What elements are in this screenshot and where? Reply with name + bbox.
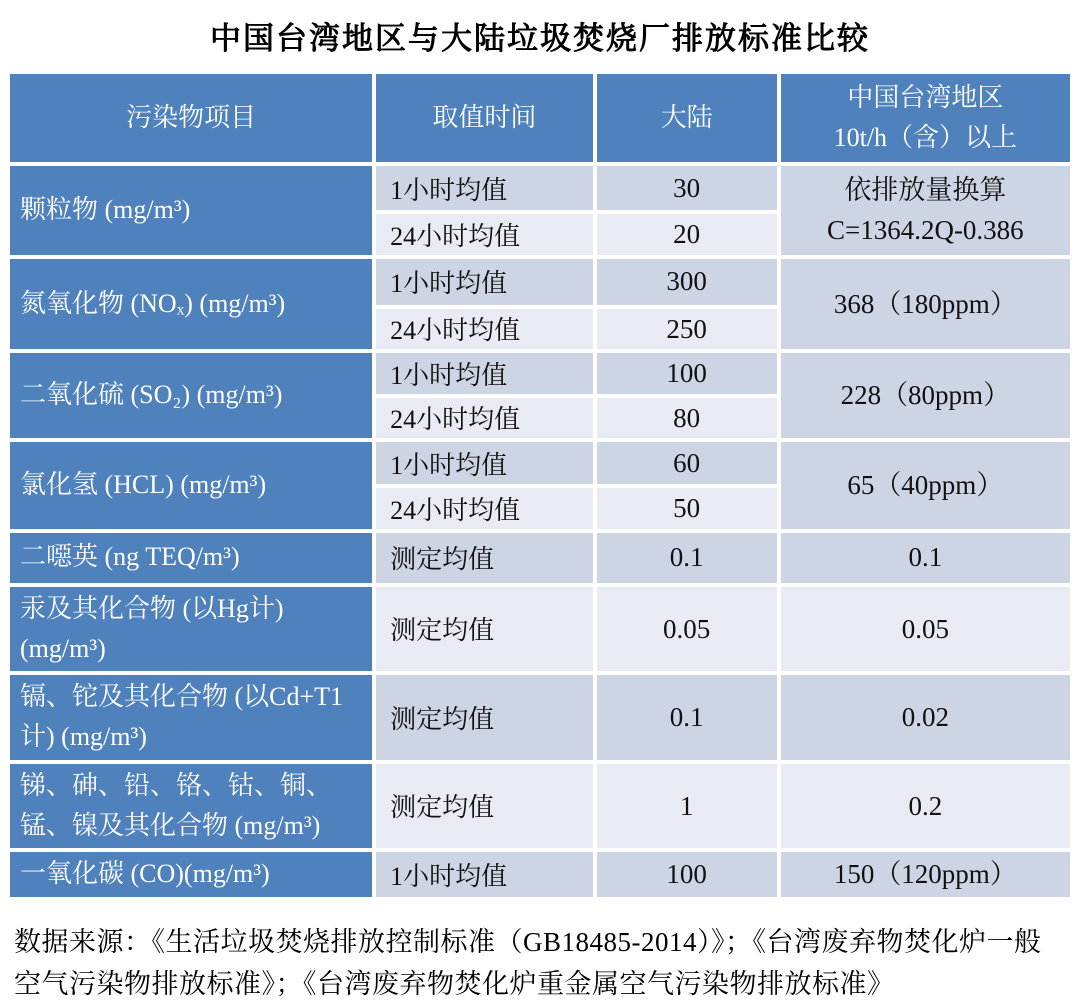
table-row <box>10 852 1070 896</box>
time-cell: 24小时均值 <box>376 398 592 439</box>
table-row <box>10 533 1070 583</box>
pollutant-cell-co: 一氧化碳 (CO)(mg/m³) <box>10 852 372 896</box>
table-row <box>10 259 1070 305</box>
time-cell: 1小时均值 <box>376 442 592 484</box>
taiwan-value-cell: 0.02 <box>781 675 1070 760</box>
data-source-note: 数据来源：《生活垃圾焚烧排放控制标准（GB18485-2014）》；《台湾废弃物焚化炉一般空气污染物排放标准》；《台湾废弃物焚化炉重金属空气污染物排放标准》 <box>14 926 1042 999</box>
pollutant-cell-cadmium-thallium: 镉、铊及其化合物 (以Cd+T1计) (mg/m³) <box>10 675 372 760</box>
mainland-value-cell: 0.1 <box>597 675 777 760</box>
pollutant-cell-so2: 二氧化硫 (SO₂) (mg/m³) <box>10 353 372 438</box>
mainland-value-cell: 20 <box>597 214 777 255</box>
col-header-mainland: 大陆 <box>597 74 777 162</box>
time-cell: 测定均值 <box>376 587 592 672</box>
taiwan-value-cell: 65（40ppm） <box>781 442 1070 529</box>
time-cell: 1小时均值 <box>376 353 592 394</box>
col-header-taiwan-line2: 10t/h（含）以上 <box>833 123 1018 152</box>
table-row <box>10 166 1070 210</box>
table-row <box>10 353 1070 394</box>
pollutant-cell-particulates: 颗粒物 (mg/m³) <box>10 166 372 255</box>
time-cell: 1小时均值 <box>376 259 592 305</box>
col-header-time: 取值时间 <box>376 74 592 162</box>
mainland-value-cell: 1 <box>597 764 777 849</box>
mainland-value-cell: 300 <box>597 259 777 305</box>
pollutant-cell-nox: 氮氧化物 (NOₓ) (mg/m³) <box>10 259 372 350</box>
mainland-value-cell: 30 <box>597 166 777 210</box>
col-header-pollutant: 污染物项目 <box>10 74 372 162</box>
pollutant-cell-mercury: 汞及其化合物 (以Hg计) (mg/m³) <box>10 587 372 672</box>
mainland-value-cell: 50 <box>597 488 777 529</box>
taiwan-value-cell: 0.2 <box>781 764 1070 849</box>
taiwan-value-cell: 368（180ppm） <box>781 259 1070 350</box>
mainland-value-cell: 250 <box>597 309 777 350</box>
time-cell: 1小时均值 <box>376 166 592 210</box>
pollutant-cell-dioxin: 二噁英 (ng TEQ/m³) <box>10 533 372 583</box>
table-row <box>10 764 1070 849</box>
table-row <box>10 442 1070 484</box>
table-header-row <box>10 74 1070 162</box>
mainland-value-cell: 100 <box>597 353 777 394</box>
pollutant-cell-heavy-metals: 锑、砷、铅、铬、钴、铜、锰、镍及其化合物 (mg/m³) <box>10 764 372 849</box>
time-cell: 测定均值 <box>376 675 592 760</box>
taiwan-value-cell: 228（80ppm） <box>781 353 1070 438</box>
col-header-taiwan <box>781 74 1070 162</box>
col-header-taiwan-line1: 中国台湾地区 <box>847 82 1004 112</box>
taiwan-value-cell <box>781 166 1070 255</box>
time-cell: 24小时均值 <box>376 309 592 350</box>
pollutant-cell-hcl: 氯化氢 (HCL) (mg/m³) <box>10 442 372 529</box>
taiwan-value-line2: C=1364.2Q-0.386 <box>826 215 1024 246</box>
page-title: 中国台湾地区与大陆垃圾焚烧厂排放标准比较 <box>210 21 870 56</box>
taiwan-value-cell: 150（120ppm） <box>781 852 1070 896</box>
mainland-value-cell: 100 <box>597 852 777 896</box>
emission-standards-table <box>6 70 1074 901</box>
table-row <box>10 587 1070 672</box>
mainland-value-cell: 80 <box>597 398 777 439</box>
taiwan-value-cell: 0.1 <box>781 533 1070 583</box>
time-cell: 24小时均值 <box>376 214 592 255</box>
mainland-value-cell: 0.1 <box>597 533 777 583</box>
taiwan-value-cell: 0.05 <box>781 587 1070 672</box>
time-cell: 24小时均值 <box>376 488 592 529</box>
taiwan-value-line1: 依排放量换算 <box>844 174 1007 205</box>
time-cell: 测定均值 <box>376 533 592 583</box>
time-cell: 测定均值 <box>376 764 592 849</box>
mainland-value-cell: 60 <box>597 442 777 484</box>
table-row <box>10 675 1070 760</box>
time-cell: 1小时均值 <box>376 852 592 896</box>
mainland-value-cell: 0.05 <box>597 587 777 672</box>
